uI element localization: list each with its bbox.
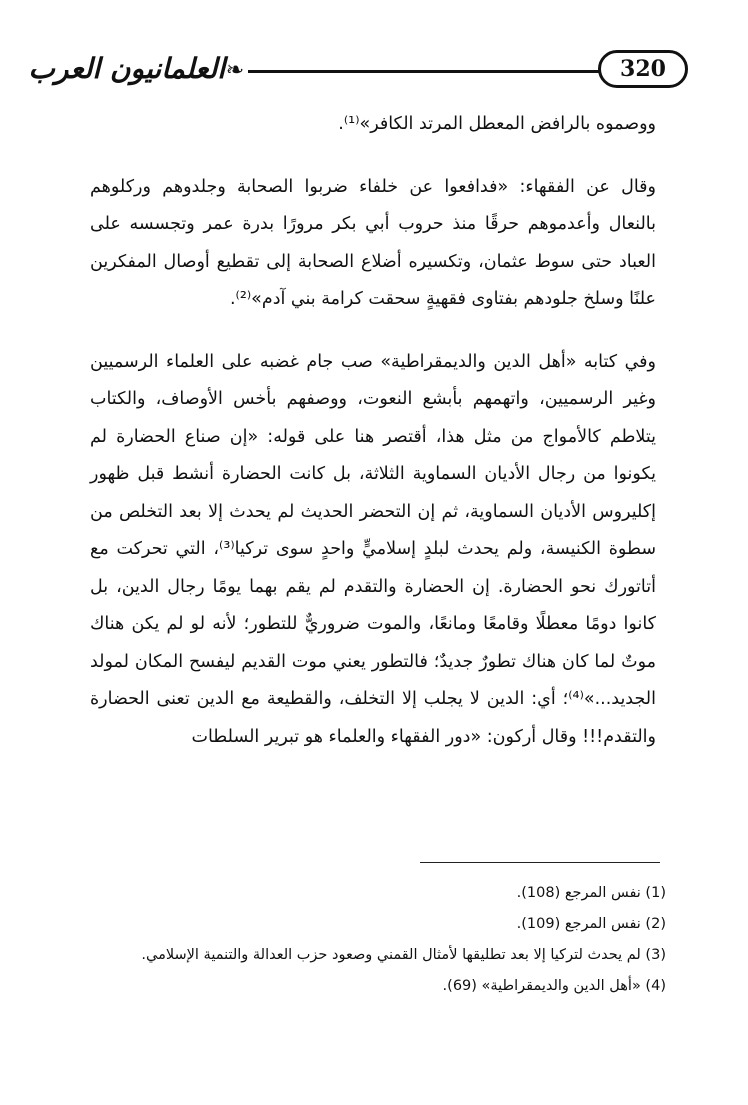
page-header	[28, 40, 700, 100]
running-title: العلمانيون العرب	[28, 52, 225, 85]
page-number: 320	[598, 50, 688, 88]
footnote-1: (1) نفس المرجع (108).	[516, 885, 666, 901]
body-text	[90, 106, 656, 756]
footnote-separator	[420, 862, 660, 863]
footnote-2: (2) نفس المرجع (109).	[516, 916, 666, 932]
footnote-3: (3) لم يحدث لتركيا إلا بعد تطليقها لأمثال القمني وصعود حزب العدالة والتنمية الإسلامي.	[141, 947, 666, 963]
header-rule	[248, 70, 600, 73]
paragraph-3: وفي كتابه «أهل الدين والديمقراطية» صب جام غضبه على العلماء الرسميين وغير الرسميين، واتهمهم بأبشع النعوت، ووصفهم بأخس الأوصاف، والكتاب يتلاطم كالأمواج من مثل هذا، أقتصر هنا على قوله: «إن صناع الحضارة لم يكونوا من رجال الأديان السماوية الثلاثة، بل كانت الحضارة أنشط قبل ظهور إكليروس الأديان السماوية، ثم إن التحضر الحديث لم يحدث إلا بعد التخلص من سطوة الكنيسة، ولم يحدث لبلدٍ إسلاميٍّ واحدٍ سوى تركيا⁽³⁾، التي تحركت مع أتاتورك نحو الحضارة. إن الحضارة والتقدم لم يقم بهما يومًا رجال الدين، بل كانوا دومًا معطلًا وقامعًا ومانعًا، والموت ضروريٌّ للتطور؛ لأنه لو لم يكن هناك موتٌ لما كان هناك تطورٌ جديدٌ؛ فالتطور يعني موت القديم ليفسح المكان لمولد الجديد...»⁽⁴⁾؛ أي: الدين لا يجلب إلا التخلف، والقطيعة مع الدين تعنى الحضارة والتقدم!!! وقال أركون: «دور الفقهاء والعلماء هو تبرير السلطات	[90, 351, 656, 747]
ornament-icon: ❧	[225, 58, 245, 83]
footnote-4: (4) «أهل الدين والديمقراطية» (69).	[442, 978, 666, 994]
paragraph-2: وقال عن الفقهاء: «فدافعوا عن خلفاء ضربوا الصحابة وجلدوهم وركلوهم بالنعال وأعدموهم حرقًا منذ حروب أبي بكر مرورًا بدرة عمر وتجسسه على العباد حتى سوط عثمان، وتكسيره أضلاع الصحابة إلى تقطيع أوصال المفكرين علنًا وسلخ جلودهم بفتاوى فقهيةٍ سحقت كرامة بني آدم»⁽²⁾.	[90, 176, 656, 309]
footnotes	[90, 878, 666, 1002]
paragraph-1: ووصموه بالرافض المعطل المرتد الكافر»⁽¹⁾.	[338, 114, 656, 134]
